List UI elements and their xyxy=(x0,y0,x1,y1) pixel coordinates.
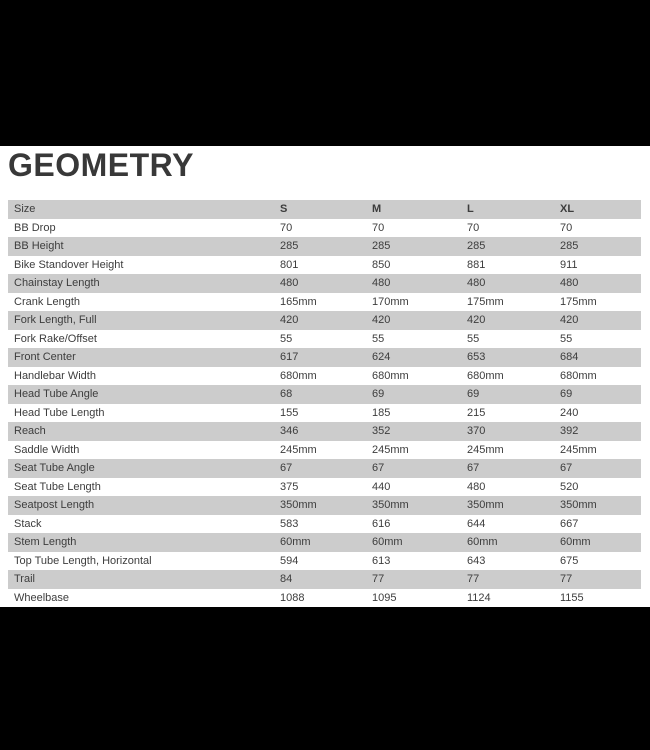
table-row xyxy=(8,552,641,571)
table-row xyxy=(8,404,641,423)
spec-value: 285 xyxy=(467,240,486,253)
spec-label: Crank Length xyxy=(14,295,81,308)
spec-value: 1088 xyxy=(280,591,305,604)
spec-value: 680mm xyxy=(372,369,409,382)
spec-value: 594 xyxy=(280,554,299,567)
table-row xyxy=(8,274,641,293)
spec-value: 583 xyxy=(280,517,299,530)
spec-label: Saddle Width xyxy=(14,443,80,456)
table-row xyxy=(8,459,641,478)
spec-label: Stem Length xyxy=(14,536,77,549)
spec-value: 370 xyxy=(467,425,486,438)
spec-value: 55 xyxy=(467,332,480,345)
spec-label: Head Tube Angle xyxy=(14,388,99,401)
table-header xyxy=(8,200,641,219)
spec-label: Seatpost Length xyxy=(14,499,95,512)
spec-value: 350mm xyxy=(467,499,504,512)
page-title: GEOMETRY xyxy=(8,147,194,183)
spec-value: 285 xyxy=(560,240,579,253)
spec-value: 346 xyxy=(280,425,299,438)
spec-value: 684 xyxy=(560,351,579,364)
spec-value: 480 xyxy=(467,277,486,290)
spec-value: 170mm xyxy=(372,295,409,308)
spec-value: 911 xyxy=(560,258,578,271)
letterbox-top xyxy=(0,0,650,146)
spec-value: 850 xyxy=(372,258,391,271)
spec-value: 60mm xyxy=(280,536,311,549)
table-row xyxy=(8,256,641,275)
spec-value: 245mm xyxy=(280,443,317,456)
spec-value: 667 xyxy=(560,517,579,530)
spec-value: 480 xyxy=(372,277,391,290)
spec-value: 69 xyxy=(372,388,385,401)
spec-value: 420 xyxy=(560,314,579,327)
table-body xyxy=(8,219,641,608)
spec-value: 881 xyxy=(467,258,486,271)
spec-value: 77 xyxy=(560,573,573,586)
column-header-m: M xyxy=(372,203,382,216)
spec-value: 60mm xyxy=(467,536,498,549)
spec-value: 285 xyxy=(372,240,391,253)
spec-value: 77 xyxy=(467,573,480,586)
table-row xyxy=(8,441,641,460)
spec-value: 801 xyxy=(280,258,299,271)
spec-label: Trail xyxy=(14,573,35,586)
table-row xyxy=(8,219,641,238)
spec-label: BB Drop xyxy=(14,221,56,234)
spec-value: 165mm xyxy=(280,295,317,308)
spec-value: 375 xyxy=(280,480,299,493)
spec-value: 1124 xyxy=(467,591,491,604)
header-row xyxy=(8,200,641,219)
spec-value: 680mm xyxy=(280,369,317,382)
spec-value: 1155 xyxy=(560,591,584,604)
spec-value: 67 xyxy=(560,462,573,475)
spec-value: 68 xyxy=(280,388,293,401)
spec-value: 67 xyxy=(372,462,385,475)
table-row xyxy=(8,589,641,608)
spec-value: 175mm xyxy=(467,295,504,308)
spec-value: 480 xyxy=(560,277,579,290)
spec-label: Chainstay Length xyxy=(14,277,100,290)
spec-value: 84 xyxy=(280,573,293,586)
geometry-table xyxy=(8,200,641,607)
column-header-xl: XL xyxy=(560,203,575,216)
spec-value: 215 xyxy=(467,406,486,419)
content-area xyxy=(0,146,650,607)
spec-value: 69 xyxy=(467,388,480,401)
spec-value: 55 xyxy=(280,332,293,345)
spec-value: 420 xyxy=(467,314,486,327)
spec-value: 60mm xyxy=(560,536,591,549)
table-row xyxy=(8,422,641,441)
spec-value: 480 xyxy=(280,277,299,290)
spec-value: 613 xyxy=(372,554,391,567)
spec-value: 520 xyxy=(560,480,579,493)
spec-value: 69 xyxy=(560,388,573,401)
spec-value: 480 xyxy=(467,480,486,493)
table-row xyxy=(8,311,641,330)
spec-label: Seat Tube Length xyxy=(14,480,101,493)
spec-value: 617 xyxy=(280,351,299,364)
table-row xyxy=(8,367,641,386)
spec-label: Wheelbase xyxy=(14,591,70,604)
spec-value: 392 xyxy=(560,425,579,438)
spec-value: 1095 xyxy=(372,591,397,604)
spec-value: 70 xyxy=(280,221,293,234)
table-row xyxy=(8,237,641,256)
column-header-s: S xyxy=(280,203,288,216)
spec-value: 680mm xyxy=(467,369,504,382)
spec-value: 240 xyxy=(560,406,579,419)
spec-label: Fork Length, Full xyxy=(14,314,97,327)
table-row xyxy=(8,348,641,367)
spec-label: Bike Standover Height xyxy=(14,258,124,271)
spec-value: 643 xyxy=(467,554,486,567)
spec-value: 420 xyxy=(280,314,299,327)
spec-value: 680mm xyxy=(560,369,597,382)
table-row xyxy=(8,533,641,552)
table-row xyxy=(8,293,641,312)
spec-value: 185 xyxy=(372,406,391,419)
table-row xyxy=(8,515,641,534)
spec-value: 70 xyxy=(467,221,480,234)
spec-label: Head Tube Length xyxy=(14,406,105,419)
letterbox-bottom xyxy=(0,607,650,750)
spec-value: 245mm xyxy=(372,443,409,456)
spec-label: Seat Tube Angle xyxy=(14,462,95,475)
table-row xyxy=(8,570,641,589)
spec-label: Stack xyxy=(14,517,42,530)
spec-value: 77 xyxy=(372,573,385,586)
spec-value: 653 xyxy=(467,351,486,364)
spec-label: BB Height xyxy=(14,240,64,253)
spec-value: 350mm xyxy=(560,499,597,512)
spec-value: 55 xyxy=(560,332,573,345)
spec-label: Fork Rake/Offset xyxy=(14,332,97,345)
spec-label: Front Center xyxy=(14,351,76,364)
spec-value: 155 xyxy=(280,406,299,419)
spec-value: 352 xyxy=(372,425,391,438)
spec-value: 55 xyxy=(372,332,385,345)
spec-value: 175mm xyxy=(560,295,597,308)
table-row xyxy=(8,330,641,349)
table-row xyxy=(8,496,641,515)
spec-value: 285 xyxy=(280,240,299,253)
spec-value: 644 xyxy=(467,517,486,530)
spec-value: 245mm xyxy=(560,443,597,456)
spec-value: 616 xyxy=(372,517,391,530)
table-row xyxy=(8,385,641,404)
spec-value: 60mm xyxy=(372,536,403,549)
spec-value: 67 xyxy=(467,462,480,475)
spec-value: 624 xyxy=(372,351,391,364)
spec-label: Top Tube Length, Horizontal xyxy=(14,554,152,567)
spec-value: 70 xyxy=(372,221,385,234)
spec-value: 67 xyxy=(280,462,293,475)
spec-value: 70 xyxy=(560,221,573,234)
spec-value: 440 xyxy=(372,480,391,493)
column-header-l: L xyxy=(467,203,474,216)
spec-label: Reach xyxy=(14,425,46,438)
spec-value: 350mm xyxy=(280,499,317,512)
spec-value: 245mm xyxy=(467,443,504,456)
table-row xyxy=(8,478,641,497)
spec-value: 350mm xyxy=(372,499,409,512)
spec-value: 420 xyxy=(372,314,391,327)
spec-label: Handlebar Width xyxy=(14,369,96,382)
spec-value: 675 xyxy=(560,554,579,567)
column-header-label: Size xyxy=(14,203,36,216)
